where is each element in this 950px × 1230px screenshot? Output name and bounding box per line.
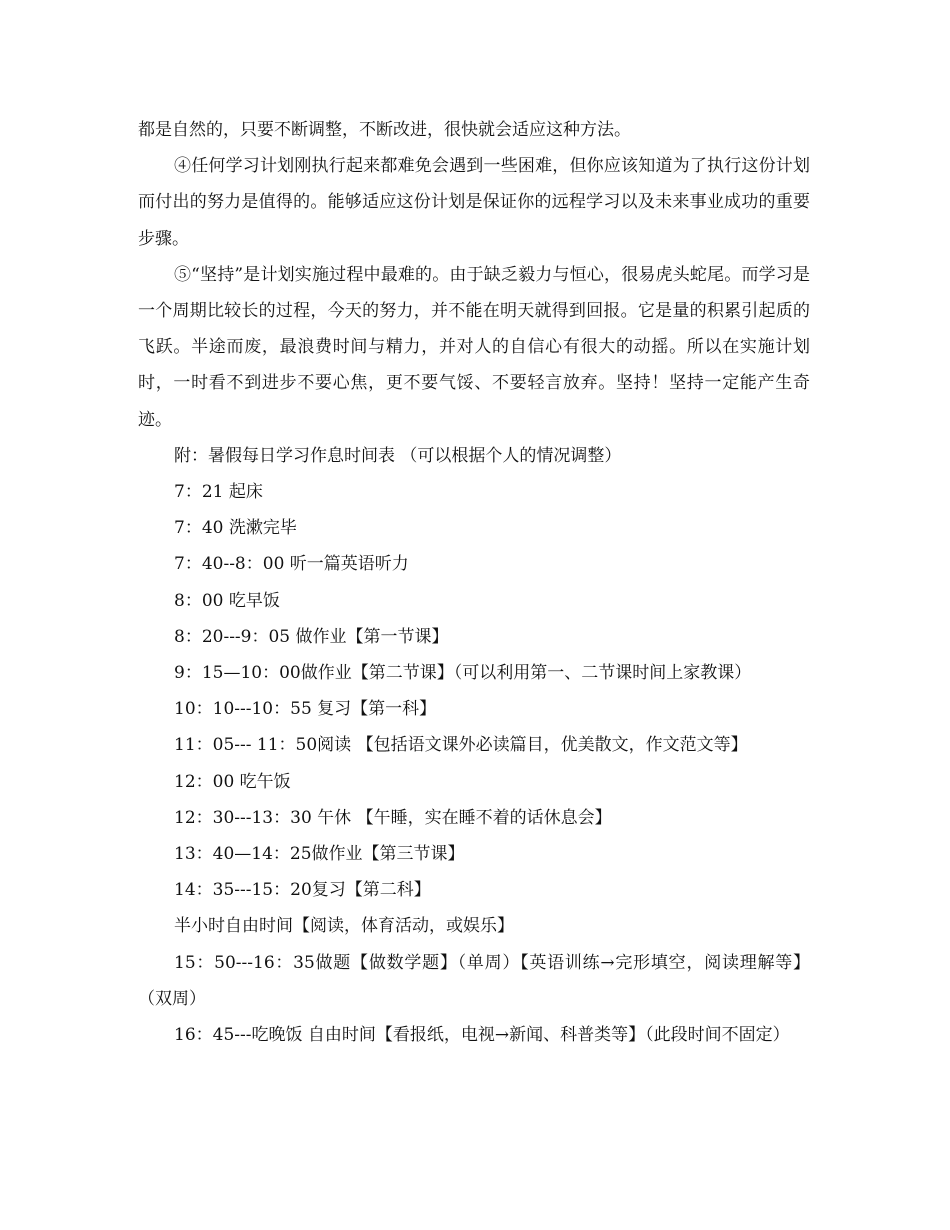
paragraph-continuation: 都是自然的，只要不断调整，不断改进，很快就会适应这种方法。 — [138, 120, 631, 140]
schedule-item: 半小时自由时间【阅读，体育活动，或娱乐】 — [174, 916, 514, 937]
schedule-item: 7：40--8：00 听一篇英语听力 — [174, 554, 409, 575]
paragraph-point-4: ④任何学习计划刚执行起来都难免会遇到一些困难，但你应该知道为了执行这份计划而付出的努力是值得的。能够适应这份计划是保证你的远程学习以及未来事业成功的重要步骤。 — [138, 156, 810, 249]
schedule-item: 12：00 吃午饭 — [174, 771, 291, 792]
schedule-title: 附：暑假每日学习作息时间表 （可以根据个人的情况调整） — [174, 445, 622, 466]
schedule-item: 7：21 起床 — [174, 482, 263, 503]
schedule-item: 15：50---16：35做题【做数学题】（单周）【英语训练→完形填空，阅读理解等】（双周） — [138, 952, 810, 1009]
schedule-item: 12：30---13：30 午休 【午睡，实在睡不着的话休息会】 — [174, 807, 612, 828]
schedule-item: 9：15—10：00做作业【第二节课】（可以利用第一、二节课时间上家教课） — [174, 663, 752, 684]
document-page — [138, 112, 810, 1053]
schedule-item: 10：10---10：55 复习【第一科】 — [174, 699, 437, 720]
schedule-item: 11：05--- 11：50阅读 【包括语文课外必读篇目，优美散文，作文范文等】 — [174, 735, 748, 756]
schedule-item: 7：40 洗漱完毕 — [174, 518, 297, 539]
schedule-item: 8：20---9：05 做作业【第一节课】 — [174, 626, 449, 647]
paragraph-point-5: ⑤“坚持”是计划实施过程中最难的。由于缺乏毅力与恒心，很易虎头蛇尾。而学习是一个周期比较长的过程，今天的努力，并不能在明天就得到回报。它是量的积累引起质的飞跃。半途而废，最浪费时间与精力，并对人的自信心有很大的动摇。所以在实施计划时，一时看不到进步不要心焦，更不要气馁、不要轻言放弃。坚持！坚持一定能产生奇迹。 — [138, 264, 810, 430]
schedule-item: 16：45---吃晚饭 自由时间【看报纸，电视→新闻、科普类等】（此段时间不固定） — [174, 1025, 790, 1046]
schedule-item: 14：35---15：20复习【第二科】 — [174, 880, 431, 901]
schedule-item: 8：00 吃早饭 — [174, 590, 280, 611]
schedule-item: 13：40—14：25做作业【第三节课】 — [174, 844, 465, 865]
